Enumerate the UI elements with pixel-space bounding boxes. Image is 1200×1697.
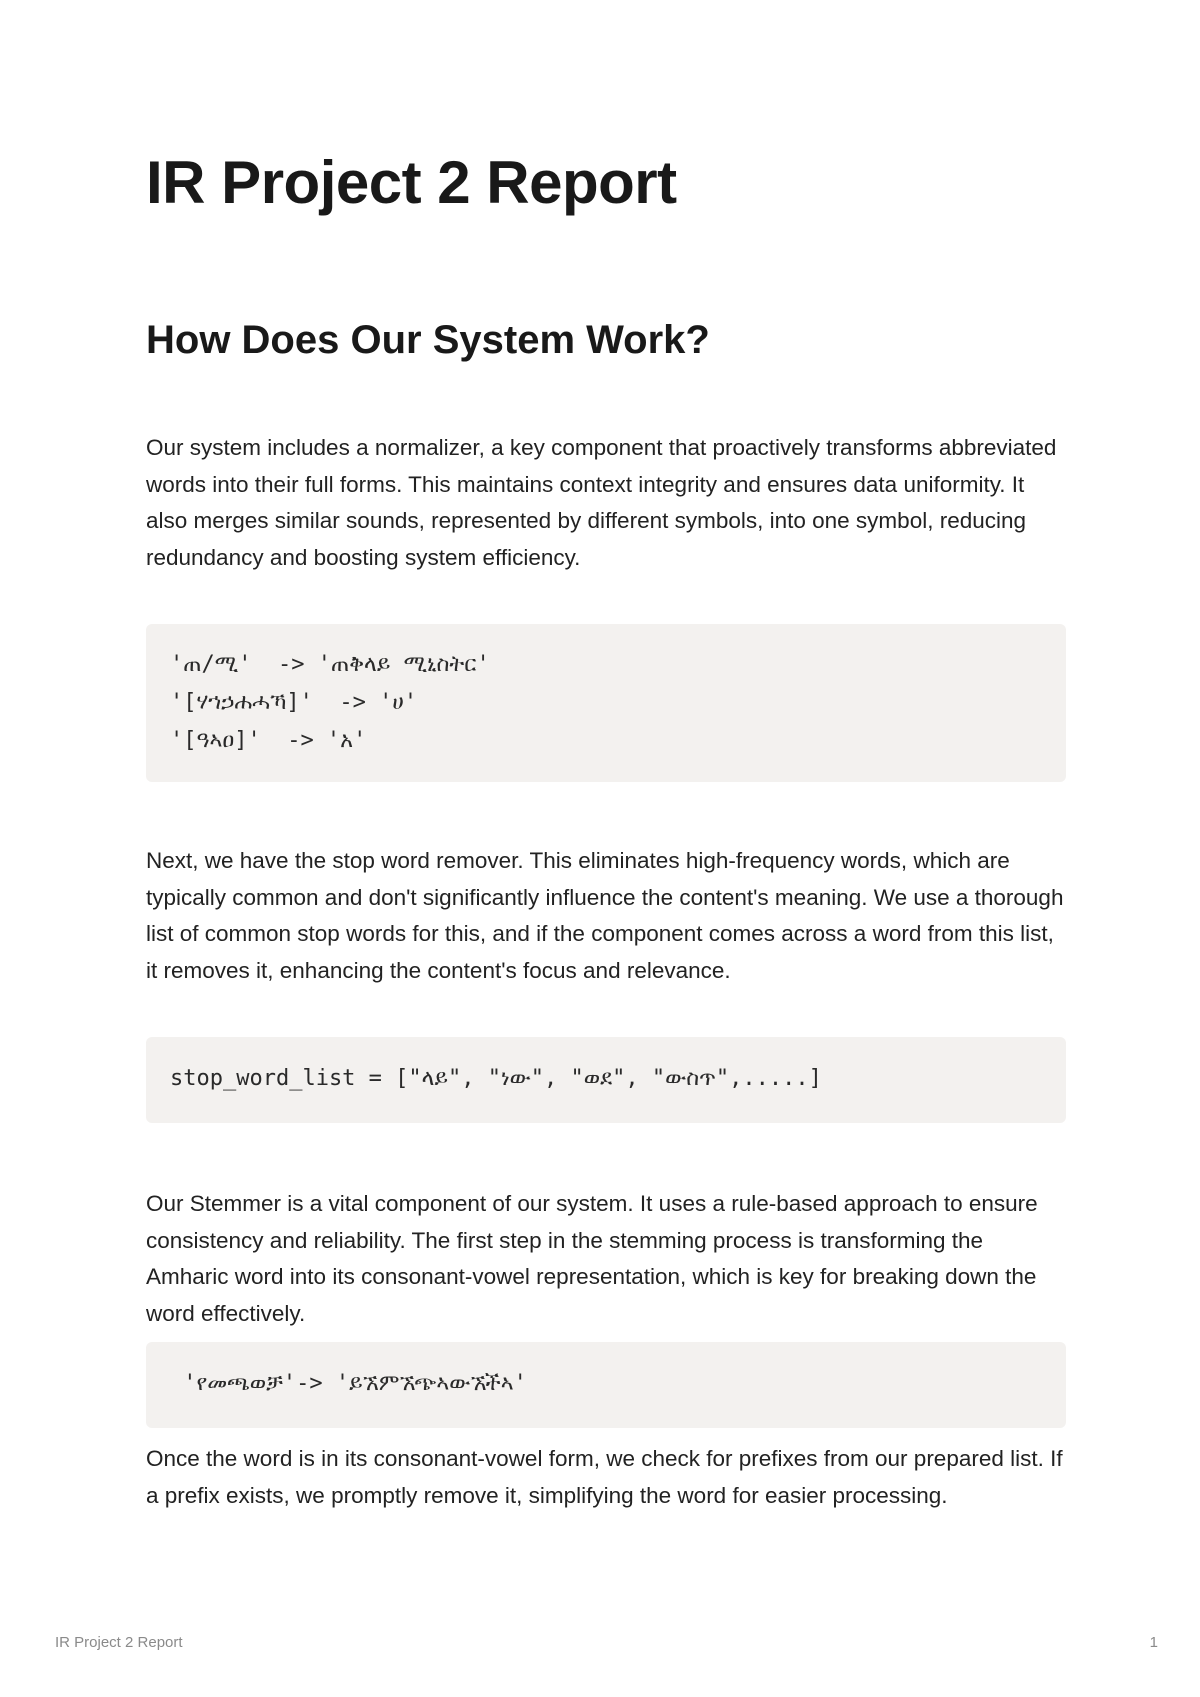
stemmer-code-block (146, 1342, 1066, 1428)
normalizer-paragraph: Our system includes a normalizer, a key component that proactively transforms abbreviated words into their full forms. This maintains context integrity and ensures data uniformity. It also merges similar sounds, represented by different symbols, into one symbol, reducing redundancy and boosting system efficiency. (146, 435, 1057, 570)
code-line: 'የመጫወቻ'-> 'ይኧምኧጭኣውኧችኣ' (170, 1371, 527, 1396)
section-heading: How Does Our System Work? (146, 318, 710, 362)
normalizer-code-block (146, 624, 1066, 782)
code-line: 'ጠ/ሚ' -> 'ጠቅላይ ሚኒስትር' (170, 652, 490, 677)
code-line: '[ሃኀኃሐሓኻ]' -> 'ሀ' (170, 690, 418, 715)
document-title: IR Project 2 Report (146, 149, 677, 216)
stopword-code-block (146, 1037, 1066, 1123)
prefix-paragraph: Once the word is in its consonant-vowel form, we check for prefixes from our prepared list. If a prefix exists, we promptly remove it, simplifying the word for easier processing. (146, 1446, 1063, 1508)
stemmer-paragraph: Our Stemmer is a vital component of our system. It uses a rule-based approach to ensure consistency and reliability. The first step in the stemming process is transforming the Amharic word into its consonant-vowel representation, which is key for breaking down the word effectively. (146, 1191, 1038, 1326)
stopword-paragraph: Next, we have the stop word remover. This eliminates high-frequency words, which are typically common and don't significantly influence the content's meaning. We use a thorough list of common stop words for this, and if the component comes across a word from this list, it removes it, enhancing the content's focus and relevance. (146, 848, 1064, 983)
footer-title: IR Project 2 Report (55, 1634, 183, 1651)
page-number: 1 (1149, 1634, 1158, 1651)
code-line: '[ዓኣዐ]' -> 'አ' (170, 728, 367, 753)
code-line: stop_word_list = ["ላይ", "ነው", "ወደ", "ውስጥ",.....] (170, 1066, 822, 1091)
